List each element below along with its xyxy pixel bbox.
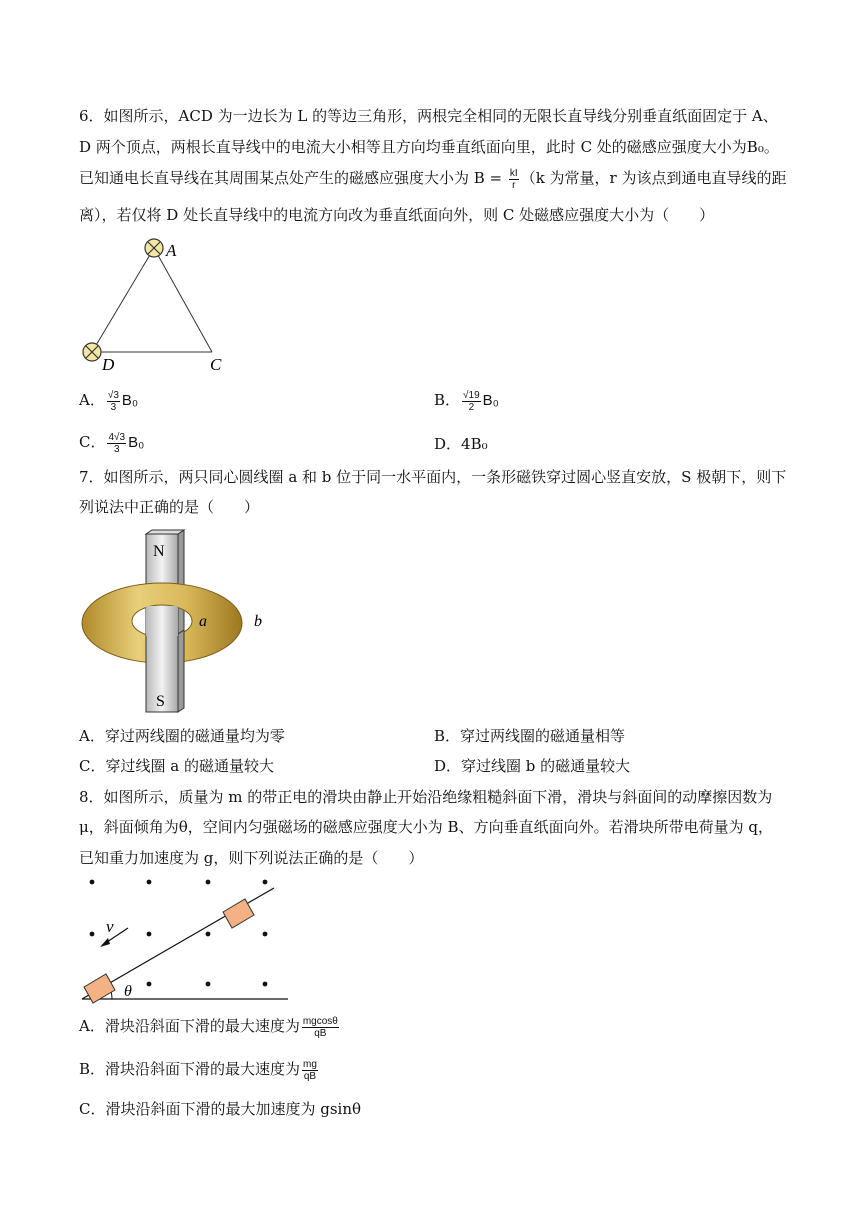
q6-option-c-den: 3 (114, 443, 120, 455)
q6-option-a-label: A． (79, 391, 105, 409)
q6-formula-fraction (509, 168, 519, 191)
q6-line-3-pre: 已知通电长直导线在其周围某点处产生的磁感应强度大小为 B = (79, 169, 507, 187)
q8-line-3: 已知重力加速度为 g，则下列说法正确的是（ ） (79, 849, 424, 867)
q7-magnet-coil-figure (78, 528, 278, 718)
q6-option-c[interactable] (79, 431, 144, 455)
wire-a-into-page-icon (145, 239, 163, 257)
angle-theta-label: θ (124, 983, 132, 1000)
q8-option-c[interactable]: C．滑块沿斜面下滑的最大加速度为 gsinθ (79, 1100, 362, 1118)
q6-option-a-fraction (107, 390, 120, 413)
q6-option-b-label: B． (434, 391, 461, 409)
q8-option-b[interactable] (79, 1058, 320, 1082)
q8-option-b-text: B．滑块沿斜面下滑的最大速度为 (79, 1060, 301, 1078)
q7-line-1: 7．如图所示，两只同心圆线圈 a 和 b 位于同一水平面内，一条形磁铁穿过圆心竖直安放，S 极朝下，则下 (79, 468, 787, 486)
q7-option-d[interactable]: D．穿过线圈 b 的磁通量较大 (434, 757, 631, 775)
q8-option-b-fraction (302, 1059, 318, 1082)
q6-option-c-num: 4√3 (108, 431, 126, 443)
q6-option-c-b0: B₀ (128, 434, 145, 451)
q8-option-a-text: A．滑块沿斜面下滑的最大速度为 (79, 1017, 300, 1035)
q6-option-c-label: C． (79, 433, 106, 451)
q6-option-b-den: 2 (468, 401, 475, 413)
q7-line-2: 列说法中正确的是（ ） (79, 498, 260, 516)
slider-block-top (223, 899, 254, 928)
south-pole-label: S (156, 693, 165, 710)
q8-option-b-den: qB (303, 1070, 317, 1082)
q8-line-2: μ，斜面倾角为θ，空间内匀强磁场的磁感应强度大小为 B、方向垂直纸面向外。若滑块所带电荷量为 q， (79, 818, 773, 836)
q6-option-b-fraction (462, 390, 481, 413)
q8-option-b-num: mg (303, 1058, 317, 1070)
q7-option-a[interactable]: A．穿过两线圈的磁通量均为零 (79, 727, 285, 745)
label-a: A (166, 241, 177, 260)
q7-option-b[interactable]: B．穿过两线圈的磁通量相等 (434, 727, 626, 745)
coil-a-label: a (199, 613, 207, 630)
q6-line-3-post: （k 为常量，r 为该点到通电直导线的距 (520, 169, 787, 187)
q8-line-1: 8．如图所示，质量为 m 的带正电的滑块由静止开始沿绝缘粗糙斜面下滑，滑块与斜面间的动摩擦因数为 (79, 788, 773, 806)
wire-d-into-page-icon (83, 343, 101, 361)
q6-triangle-figure (76, 234, 236, 376)
q6-option-b-b0: B₀ (482, 392, 499, 409)
q8-incline-figure (78, 872, 298, 1006)
q7-option-c[interactable]: C．穿过线圈 a 的磁通量较大 (79, 757, 274, 775)
q8-option-a-num: mgcosθ (302, 1015, 338, 1027)
q6-option-a[interactable] (79, 389, 138, 413)
q6-option-c-fraction (107, 432, 126, 455)
q8-option-a-den: qB (314, 1027, 327, 1039)
q6-line-4: 离），若仅将 D 处长直导线中的电流方向改为垂直纸面向外，则 C 处磁感应强度大小为（ ） (79, 206, 715, 224)
q6-formula-num: kI (509, 167, 518, 179)
q6-line-2: D 两个顶点，两根长直导线中的电流大小相等且方向均垂直纸面向里，此时 C 处的磁感应强度大小为B₀。 (79, 138, 779, 156)
q6-option-b[interactable] (434, 389, 499, 413)
q6-line-3 (79, 167, 787, 191)
q6-line-1: 6．如图所示，ACD 为一边长为 L 的等边三角形，两根完全相同的无限长直导线分别垂直纸面固定于 A、 (79, 107, 778, 125)
q6-option-a-b0: B₀ (121, 392, 139, 409)
q6-option-a-num: √3 (107, 389, 119, 401)
q6-option-a-den: 3 (110, 401, 117, 413)
magnetic-field-dots (90, 880, 268, 987)
q8-option-a[interactable] (79, 1015, 341, 1039)
q6-formula-den: r (512, 179, 516, 191)
label-d: D (102, 355, 115, 374)
q8-option-a-fraction (302, 1016, 339, 1039)
label-c: C (210, 355, 222, 374)
velocity-arrow-icon (100, 928, 128, 947)
q6-option-b-num: √19 (463, 389, 480, 401)
north-pole-label: N (153, 543, 165, 560)
velocity-label: v (106, 917, 114, 936)
coil-b-label: b (254, 613, 262, 630)
q6-option-d[interactable]: D．4B₀ (434, 435, 488, 453)
